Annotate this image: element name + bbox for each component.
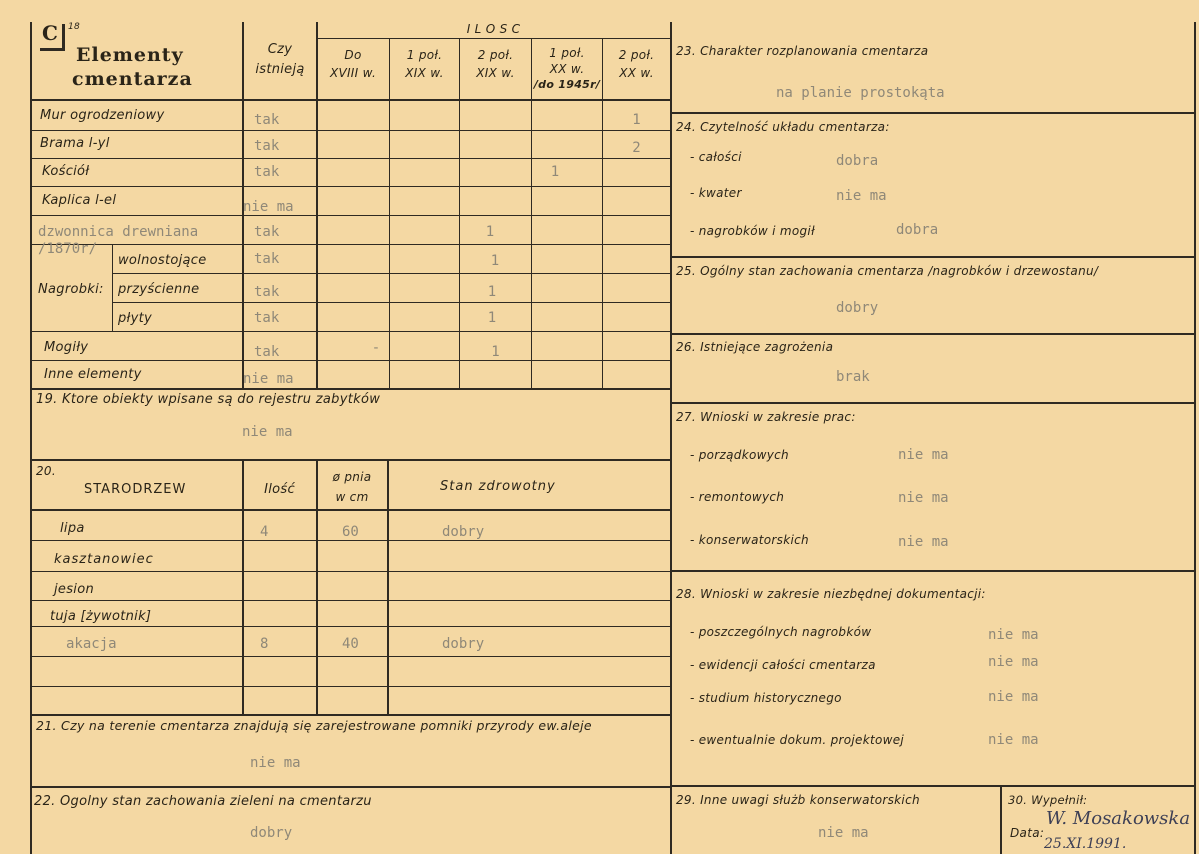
- s26-value: brak: [836, 369, 870, 385]
- elements-table-bottom-rule: [30, 388, 670, 390]
- col-header-line3: /do 1945r/: [533, 78, 601, 91]
- trees-header-tree: STARODRZEW: [84, 482, 187, 497]
- s29-label: 29. Inne uwagi służb konserwatorskich: [676, 793, 920, 807]
- elements-row-rule: [112, 302, 670, 303]
- s24-item-label: - nagrobków i mogił: [690, 224, 815, 238]
- fill-date: 25.XI.1991.: [1044, 836, 1127, 852]
- element-label: przyścienne: [118, 282, 200, 297]
- element-exists: tak: [254, 112, 280, 128]
- col-header-line2: XX w.: [619, 66, 654, 80]
- center-divider: [670, 22, 672, 854]
- elements-title-line2: cmentarza: [72, 68, 193, 90]
- s24-bottom-rule: [670, 256, 1196, 258]
- trees-header-qty: Ilość: [264, 482, 295, 497]
- trees-header-health: Stan zdrowotny: [440, 479, 556, 494]
- element-qty: 1: [632, 112, 641, 128]
- trees-header-dia-2: w cm: [335, 490, 369, 504]
- col-header-line1: 2 poł.: [618, 48, 655, 62]
- element-qty: 2: [632, 140, 641, 156]
- s28-item-label: - ewentualnie dokum. projektowej: [690, 733, 905, 747]
- elements-row-rule: [30, 186, 670, 187]
- elements-col-divider-3: [459, 38, 460, 389]
- s24-item-value: nie ma: [836, 188, 887, 204]
- element-label: dzwonnica drewniana /1870r/: [38, 224, 199, 257]
- outer-left-border: [30, 22, 32, 854]
- element-qty: 1: [490, 253, 500, 269]
- col-header-line1: 1 poł.: [549, 46, 585, 60]
- s26-label: 26. Istniejące zagrożenia: [676, 340, 834, 354]
- tree-qty: 4: [260, 524, 269, 540]
- element-label: Mur ogrodzeniowy: [40, 108, 165, 123]
- qty-group-title: I L O S C: [466, 22, 521, 36]
- s24-item-value: dobra: [896, 222, 939, 238]
- s19-bottom-rule: [30, 459, 670, 461]
- element-label: Inne elementy: [44, 367, 142, 382]
- col-header-line2: XIX w.: [405, 66, 444, 80]
- element-label: Brama l-yl: [40, 136, 110, 151]
- elements-header-rule: [30, 99, 670, 101]
- s28-item-label: - poszczególnych nagrobków: [690, 625, 872, 639]
- form-code: C: [42, 21, 59, 45]
- trees-header-rule: [30, 509, 670, 511]
- element-exists: tak: [254, 164, 280, 180]
- element-qty: 1: [487, 284, 497, 300]
- s29-s30-divider: [1000, 786, 1002, 854]
- element-exists: nie ma: [243, 371, 294, 387]
- s22-value: dobry: [250, 825, 293, 841]
- element-exists: tak: [254, 284, 280, 300]
- s23-label: 23. Charakter rozplanowania cmentarza: [676, 44, 929, 58]
- s21-value: nie ma: [250, 755, 301, 771]
- s27-item-value: nie ma: [898, 447, 949, 463]
- s19-label: 19. Ktore obiekty wpisane są do rejestru zabytków: [36, 392, 381, 407]
- element-qty: 1: [491, 344, 500, 360]
- s30-date-label: Data:: [1010, 826, 1045, 840]
- trees-header-dia-1: ø pnia: [332, 470, 372, 484]
- s20-number: 20.: [36, 464, 56, 478]
- elements-col-divider-2: [389, 38, 390, 389]
- col-header-line1: 2 poł.: [477, 48, 514, 62]
- col-header-line2: XX w.: [549, 62, 585, 76]
- trees-row-rule: [30, 540, 670, 541]
- element-label: Kaplica l-el: [42, 193, 117, 208]
- elements-row-rule: [30, 130, 670, 131]
- s29-value: nie ma: [818, 825, 869, 841]
- s27-item-label: - konserwatorskich: [690, 533, 809, 547]
- s25-bottom-rule: [670, 333, 1196, 335]
- s28-item-label: - ewidencji całości cmentarza: [690, 658, 876, 672]
- tree-name: jesion: [54, 582, 94, 597]
- s28-item-value: nie ma: [988, 627, 1039, 643]
- tree-name: tuja [żywotnik]: [50, 609, 152, 624]
- element-label: płyty: [118, 311, 152, 326]
- form-code-sup: 18: [68, 22, 81, 32]
- s22-label: 22. Ogolny stan zachowania zieleni na cmentarzu: [34, 794, 372, 809]
- elements-title-line1: Elementy: [76, 44, 184, 66]
- trees-col-divider-dia: [387, 460, 389, 715]
- s27-item-value: nie ma: [898, 490, 949, 506]
- element-label: Kościół: [42, 164, 90, 179]
- trees-col-divider-name: [242, 460, 244, 715]
- s28-item-value: nie ma: [988, 732, 1039, 748]
- col-header-line2: XVIII w.: [329, 66, 377, 80]
- elements-col-divider-5: [602, 38, 603, 389]
- col-exists-header-1: Czy: [267, 42, 293, 57]
- elements-row-rule: [30, 331, 670, 332]
- elements-row-rule: [30, 158, 670, 159]
- col-header-line1: Do: [344, 48, 362, 62]
- s28-item-value: nie ma: [988, 689, 1039, 705]
- s28-item-label: - studium historycznego: [690, 691, 842, 705]
- s19-value: nie ma: [242, 424, 293, 440]
- trees-row-rule: [30, 686, 670, 687]
- s23-bottom-rule: [670, 112, 1196, 114]
- elements-row-rule: [30, 360, 670, 361]
- tree-health: dobry: [442, 636, 485, 652]
- outer-right-border: [1194, 22, 1196, 854]
- s28-item-value: nie ma: [988, 654, 1039, 670]
- s24-item-value: dobra: [836, 153, 879, 169]
- trees-table-bottom-rule: [30, 714, 670, 716]
- tree-qty: 8: [260, 636, 269, 652]
- s21-label: 21. Czy na terenie cmentarza znajdują się zarejestrowane pomniki przyrody ew.aleje: [36, 718, 592, 733]
- s27-item-value: nie ma: [898, 534, 949, 550]
- tree-name: akacja: [66, 636, 117, 652]
- s28-bottom-rule: [670, 785, 1196, 787]
- element-label: Mogiły: [44, 340, 89, 355]
- tree-health: dobry: [442, 524, 485, 540]
- element-label: wolnostojące: [118, 253, 207, 268]
- tree-name: lipa: [60, 521, 85, 536]
- col-header-line2: XIX w.: [476, 66, 515, 80]
- element-qty: 1: [485, 224, 495, 240]
- s24-item-label: - kwater: [690, 186, 742, 200]
- s27-bottom-rule: [670, 570, 1196, 572]
- element-qty: -: [371, 340, 381, 356]
- s28-label: 28. Wnioski w zakresie niezbędnej dokumentacji:: [676, 587, 986, 601]
- elements-row-rule: [112, 273, 670, 274]
- s30-label: 30. Wypełnił:: [1008, 793, 1088, 807]
- element-qty: 1: [487, 310, 497, 326]
- nagrobki-label: Nagrobki:: [38, 282, 104, 297]
- col-header-line1: 1 poł.: [406, 48, 443, 62]
- signature: W. Mosakowska: [1046, 808, 1191, 829]
- trees-row-rule: [30, 656, 670, 657]
- s25-value: dobry: [836, 300, 879, 316]
- tree-dia: 60: [342, 524, 359, 540]
- element-exists: tak: [254, 310, 280, 326]
- s24-item-label: - całości: [690, 150, 742, 164]
- s26-bottom-rule: [670, 402, 1196, 404]
- tree-dia: 40: [342, 636, 359, 652]
- s24-label: 24. Czytelność układu cmentarza:: [676, 120, 890, 134]
- element-exists: tak: [254, 138, 280, 154]
- element-exists: nie ma: [243, 199, 294, 215]
- element-exists: tak: [254, 344, 280, 360]
- trees-row-rule: [30, 600, 670, 601]
- s27-label: 27. Wnioski w zakresie prac:: [676, 410, 856, 424]
- s21-bottom-rule: [30, 786, 670, 788]
- qty-title-rule: [317, 38, 670, 39]
- s25-label: 25. Ogólny stan zachowania cmentarza /nagrobków i drzewostanu/: [676, 264, 1099, 278]
- trees-row-rule: [30, 626, 670, 627]
- element-exists: tak: [254, 224, 280, 240]
- elements-row-rule: [30, 215, 670, 216]
- element-qty: 1: [550, 164, 560, 180]
- trees-row-rule: [30, 571, 670, 572]
- s27-item-label: - porządkowych: [690, 448, 789, 462]
- s23-value: na planie prostokąta: [776, 85, 945, 101]
- tree-name: kasztanowiec: [54, 552, 154, 567]
- s27-item-label: - remontowych: [690, 490, 785, 504]
- col-exists-header-2: istnieją: [255, 62, 305, 77]
- element-exists: tak: [254, 251, 280, 267]
